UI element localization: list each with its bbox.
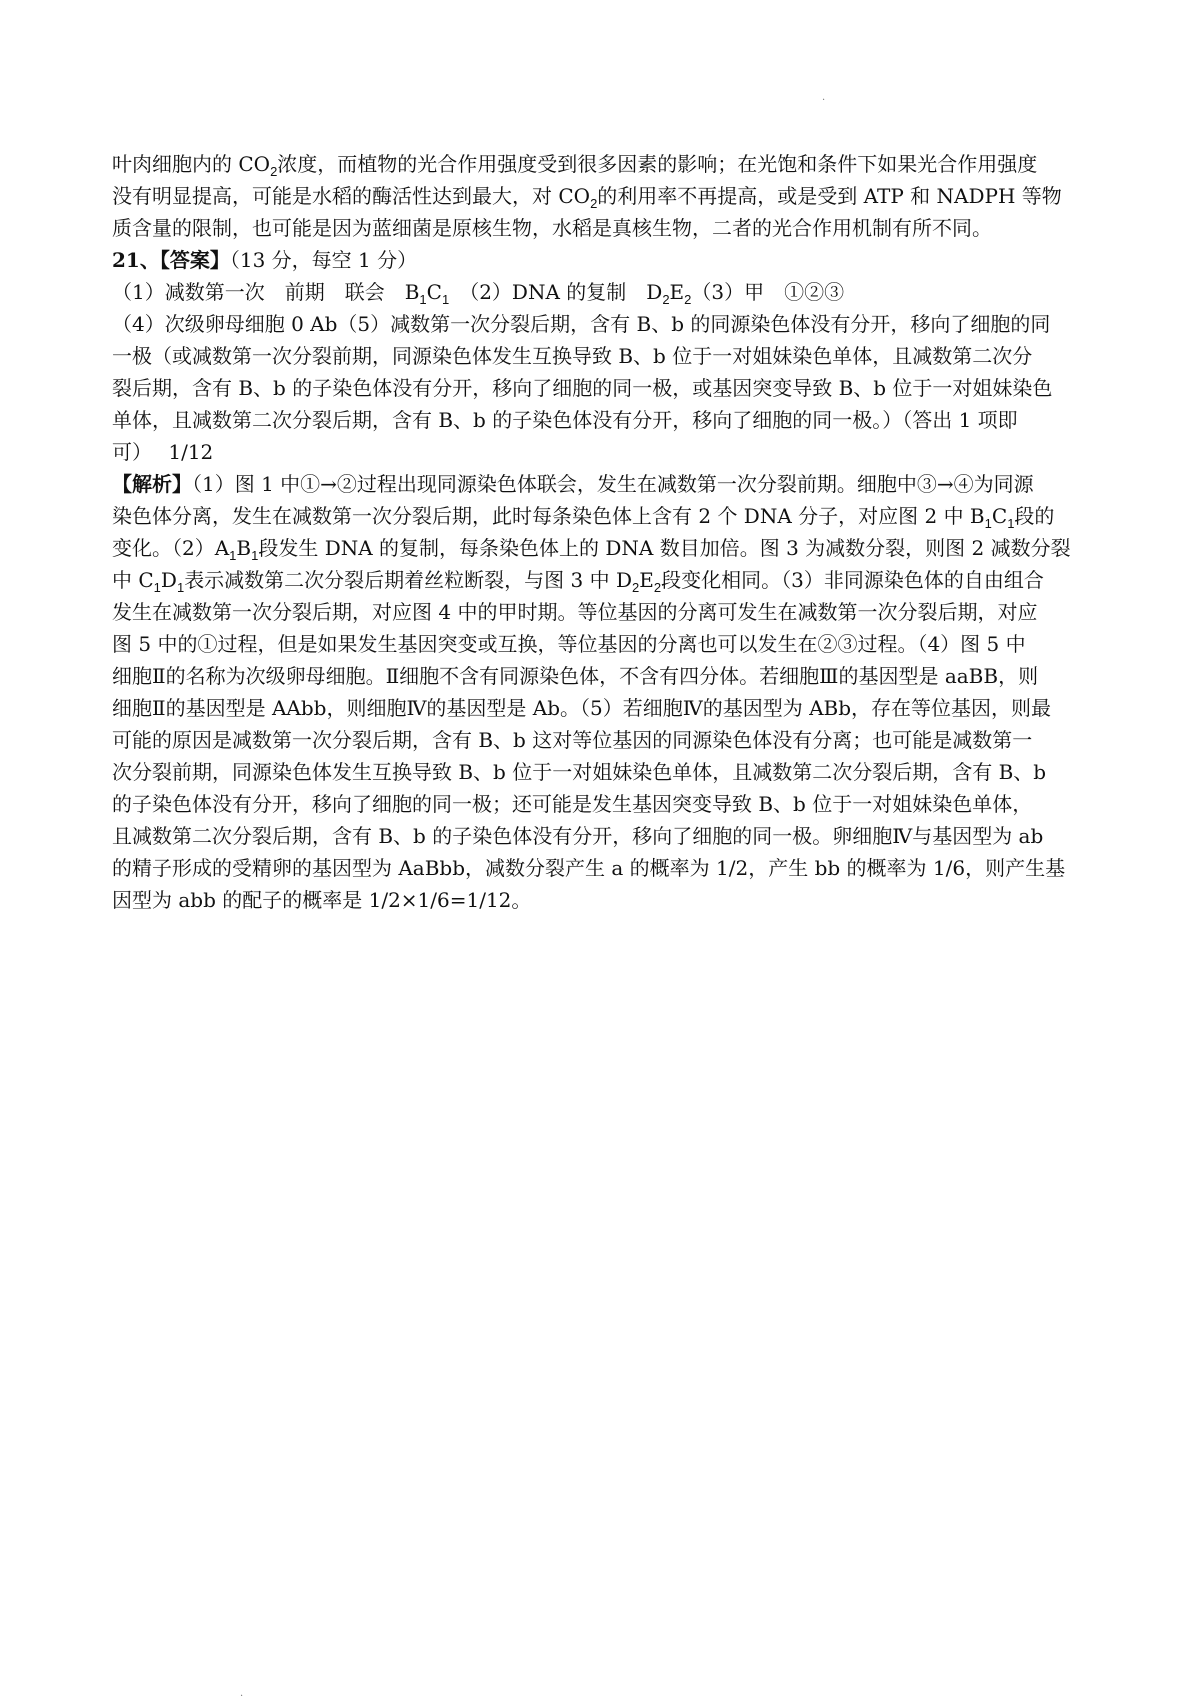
- text-line: 叶肉细胞内的 $CO_2$浓度，而植物的光合作用强度受到很多因素的影响；在光饱和条件下如果光合作用强度: [112, 152, 1038, 179]
- answer-line: 可） 1/12: [112, 440, 214, 464]
- analysis-line: 图 5 中的①过程，但是如果发生基因突变或互换，等位基因的分离也可以发生在②③过程。（4）图 5 中: [112, 632, 1026, 656]
- text-line: 质含量的限制，也可能是因为蓝细菌是原核生物，水稻是真核生物，二者的光合作用机制有所不同。: [112, 216, 992, 240]
- answer-line: 单体，且减数第二次分裂后期，含有 B、b 的子染色体没有分开，移向了细胞的同一极。）（答出 1 项即: [112, 408, 1018, 432]
- analysis-line: 次分裂前期，同源染色体发生互换导致 B、b 位于一对姐妹染色单体，且减数第二次分裂后期，含有 B、b: [112, 760, 1047, 784]
- score-note: （13 分，每空 1 分）: [229, 248, 418, 272]
- analysis-line: 因型为 abb 的配子的概率是 1/2×1/6=1/12。: [112, 888, 532, 912]
- analysis-line: 染色体分离，发生在减数第一次分裂后期，此时每条染色体上含有 2 个 DNA 分子，对应图 2 中 $B_1C_1$段的: [112, 504, 1055, 531]
- analysis-line: 细胞Ⅱ的名称为次级卵母细胞。Ⅱ细胞不含有同源染色体，不含有四分体。若细胞Ⅲ的基因型是 aaBB，则: [112, 664, 1039, 688]
- analysis-line: 的精子形成的受精卵的基因型为 AaBbb，减数分裂产生 a 的概率为 1/2，产生 bb 的概率为 1/6，则产生基: [112, 856, 1066, 880]
- analysis-line: 可能的原因是减数第一次分裂后期，含有 B、b 这对等位基因的同源染色体没有分离；也可能是减数第一: [112, 728, 1033, 752]
- top-mark: .: [822, 92, 826, 103]
- answer-tag: 【答案】: [159, 248, 230, 272]
- analysis-line: 变化。$(2)A_1B_1$段发生 DNA 的复制，每条染色体上的 DNA 数目加倍。图 3 为减数分裂，则图 2 减数分裂: [112, 536, 1071, 563]
- text-line: 没有明显提高，可能是水稻的酶活性达到最大，对 $CO_2$的利用率不再提高，或是受到 ATP 和 NADPH 等物: [112, 184, 1062, 211]
- analysis-line: 【解析】（1）图 1 中①→②过程出现同源染色体联会，发生在减数第一次分裂前期。细胞中③→④为同源: [112, 472, 1034, 496]
- analysis-line: 发生在减数第一次分裂后期，对应图 4 中的甲时期。等位基因的分离可发生在减数第一次分裂后期，对应: [112, 600, 1038, 624]
- answer-line: （4）次级卵母细胞 0 Ab（5）减数第一次分裂后期，含有 B、b 的同源染色体没有分开，移向了细胞的同: [112, 312, 1051, 336]
- answer-line: 裂后期，含有 B、b 的子染色体没有分开，移向了细胞的同一极，或基因突变导致 B、b 位于一对姐妹染色: [112, 376, 1053, 400]
- answer-header: [112, 244, 1097, 276]
- document-body: [112, 148, 1097, 916]
- bottom-mark: .: [240, 1688, 244, 1699]
- question-number: 21、: [112, 248, 160, 272]
- analysis-line: 的子染色体没有分开，移向了细胞的同一极；还可能是发生基因突变导致 B、b 位于一对姐妹染色单体，: [112, 792, 1033, 816]
- answer-line: 一极（或减数第一次分裂前期，同源染色体发生互换导致 B、b 位于一对姐妹染色单体，且减数第二次分: [112, 344, 1033, 368]
- analysis-line: 细胞Ⅱ的基因型是 AAbb，则细胞Ⅳ的基因型是 Ab。（5）若细胞Ⅳ的基因型为 ABb，存在等位基因，则最: [112, 696, 1052, 720]
- analysis-line: 且减数第二次分裂后期，含有 B、b 的子染色体没有分开，移向了细胞的同一极。卵细胞Ⅳ与基因型为 ab: [112, 824, 1044, 848]
- analysis-line: 中 $C_1D_1$表示减数第二次分裂后期着丝粒断裂，与图 3 中 $D_2E_2$段变化相同。（3）非同源染色体的自由组合: [112, 568, 1044, 595]
- analysis-tag: 【解析】: [112, 472, 192, 496]
- answer-line-1: （1）减数第一次 前期 联会 $B_1C_1$ （2）DNA 的复制 $D_2E_2(3)$甲 ①②③: [112, 280, 845, 307]
